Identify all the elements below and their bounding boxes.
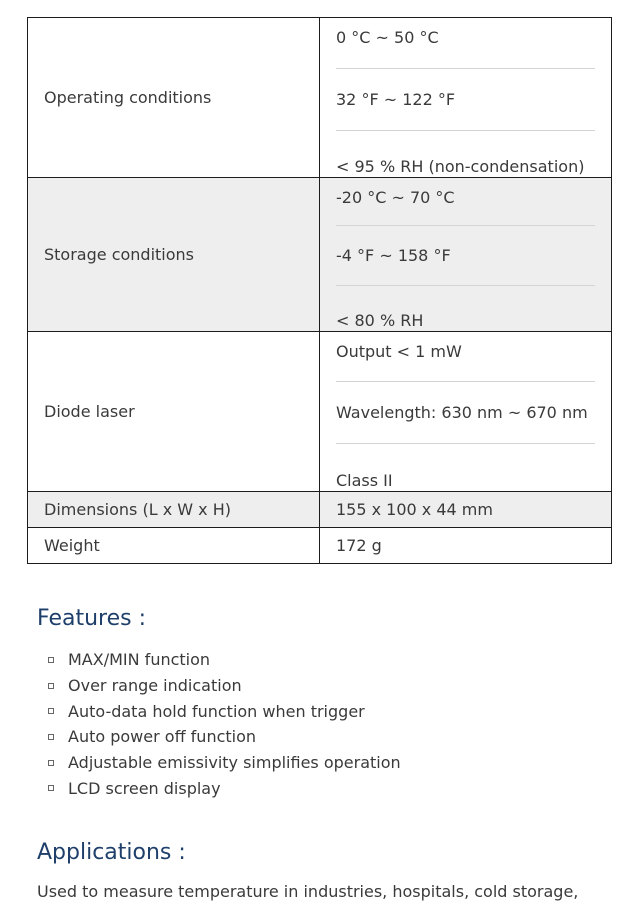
spec-value: -20 °C ~ 70 °C [336, 188, 455, 207]
square-bullet-icon [48, 683, 54, 689]
spec-value: 0 °C ~ 50 °C [336, 28, 439, 47]
table-row [28, 528, 612, 564]
list-item [48, 698, 401, 724]
spec-label: Storage conditions [28, 178, 320, 332]
table-row [28, 178, 612, 332]
square-bullet-icon [48, 657, 54, 663]
spec-value: 172 g [320, 528, 612, 564]
table-row [28, 18, 612, 178]
feature-text: LCD screen display [68, 778, 221, 798]
spec-value: < 80 % RH [336, 285, 595, 330]
specifications-table [27, 17, 612, 564]
spec-label: Diode laser [28, 332, 320, 492]
features-list [48, 647, 401, 801]
spec-value: 155 x 100 x 44 mm [320, 492, 612, 528]
list-item [48, 750, 401, 776]
list-item [48, 775, 401, 801]
square-bullet-icon [48, 760, 54, 766]
applications-heading: Applications : [37, 840, 186, 865]
feature-text: Auto power off function [68, 727, 257, 747]
spec-value: Output < 1 mW [336, 342, 462, 361]
list-item [48, 647, 401, 673]
spec-value: -4 °F ~ 158 °F [336, 225, 595, 285]
spec-value-cell [320, 178, 612, 332]
table-row [28, 332, 612, 492]
spec-label: Dimensions (L x W x H) [28, 492, 320, 528]
list-item [48, 673, 401, 699]
table-row [28, 492, 612, 528]
square-bullet-icon [48, 734, 54, 740]
feature-text: Over range indication [68, 676, 242, 696]
square-bullet-icon [48, 785, 54, 791]
square-bullet-icon [48, 708, 54, 714]
spec-value-cell [320, 332, 612, 492]
list-item [48, 724, 401, 750]
feature-text: Auto-data hold function when trigger [68, 701, 365, 721]
spec-label: Operating conditions [28, 18, 320, 178]
feature-text: MAX/MIN function [68, 650, 211, 670]
applications-text: Used to measure temperature in industries, hospitals, cold storage, [37, 882, 579, 901]
spec-value: 32 °F ~ 122 °F [336, 68, 595, 130]
spec-label: Weight [28, 528, 320, 564]
spec-value: Wavelength: 630 nm ~ 670 nm [336, 381, 595, 443]
feature-text: Adjustable emissivity simplifies operation [68, 753, 401, 773]
features-heading: Features : [37, 606, 147, 631]
spec-value: < 95 % RH (non-condensation) [336, 130, 595, 176]
spec-value: Class II [336, 443, 595, 490]
spec-value-cell [320, 18, 612, 178]
